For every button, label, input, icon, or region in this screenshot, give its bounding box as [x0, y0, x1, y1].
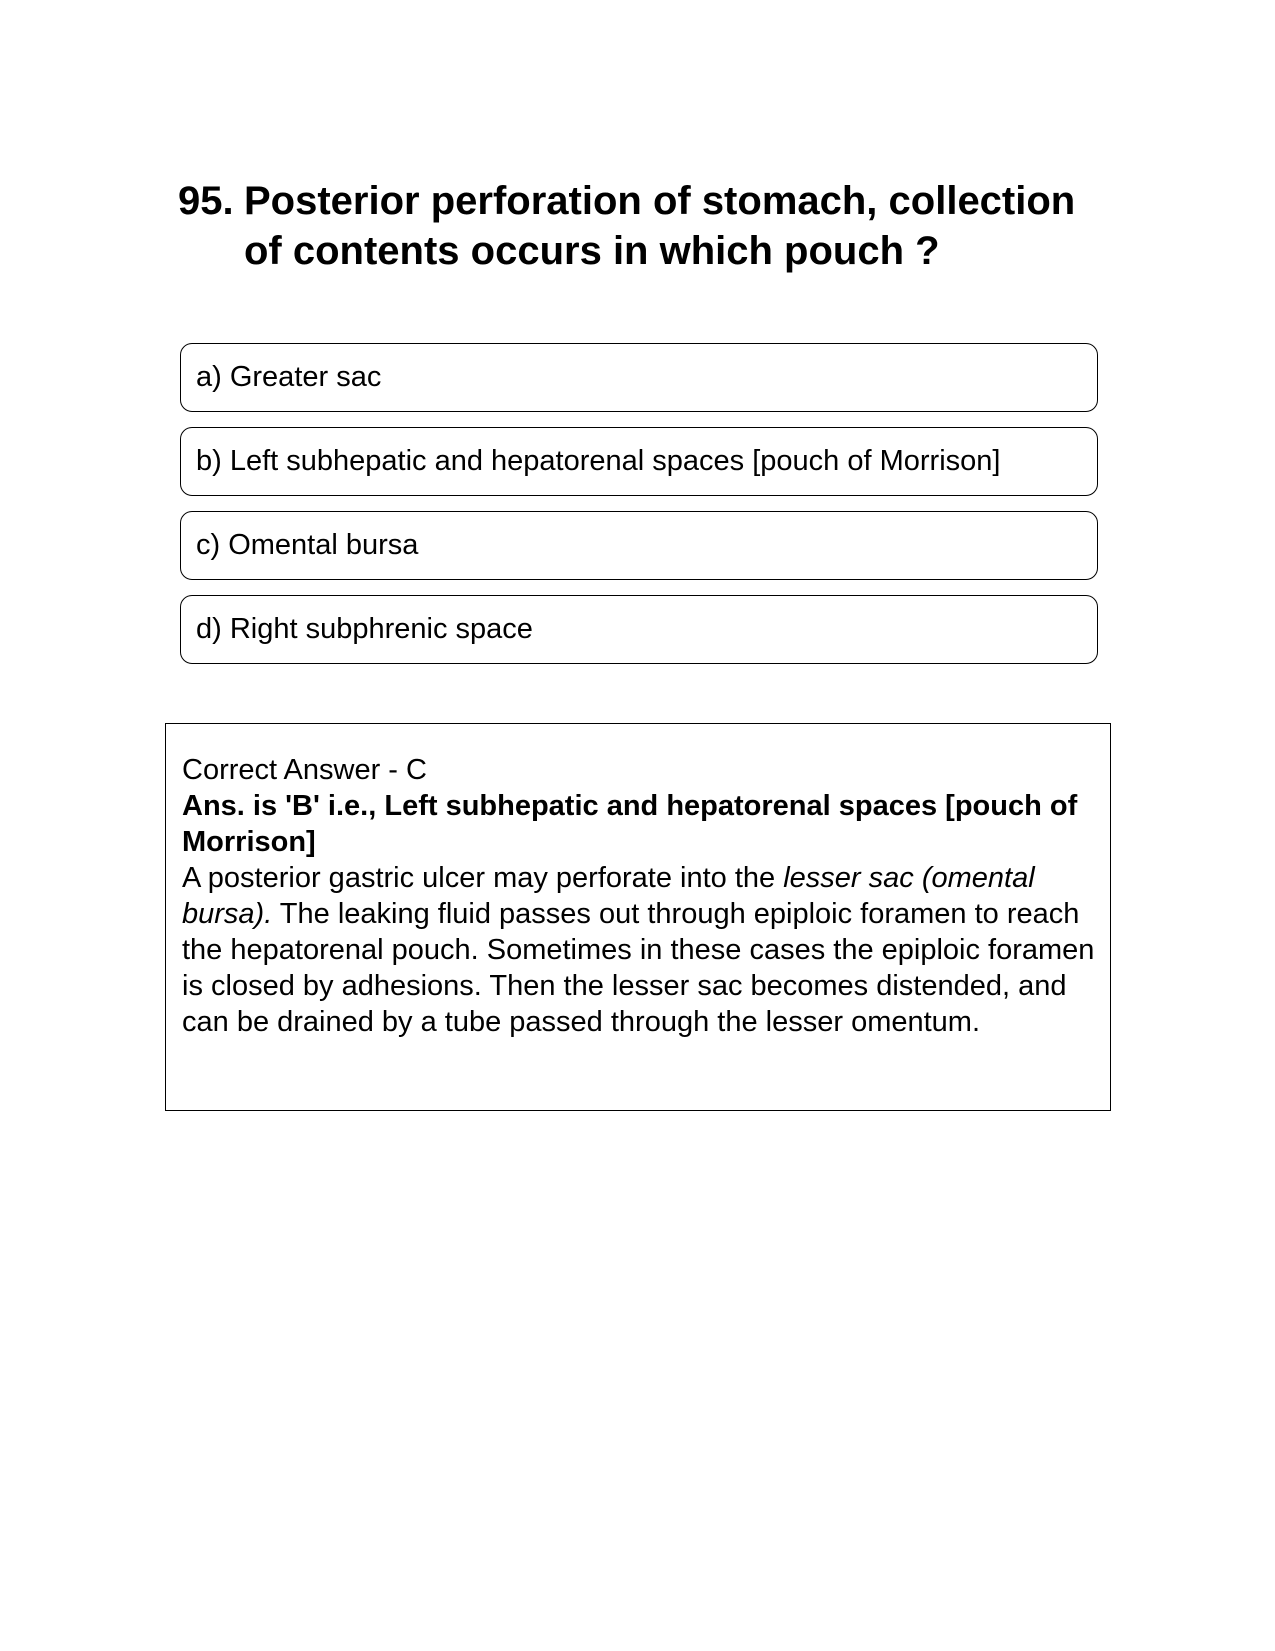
explanation-italic-text: lesser sac (omental bursa). [182, 862, 1035, 930]
options-list [180, 343, 1098, 679]
option-a[interactable]: a) Greater sac [180, 343, 1098, 412]
answer-explanation [182, 860, 1095, 1040]
question-heading [178, 176, 1098, 276]
explanation-text-1: A posterior gastric ulcer may perforate into the [182, 862, 784, 894]
question-text: Posterior perforation of stomach, collection of contents occurs in which pouch ? [244, 179, 1076, 273]
option-c[interactable]: c) Omental bursa [180, 511, 1098, 580]
question-number: 95. [178, 179, 234, 223]
answer-box [165, 723, 1111, 1111]
option-d[interactable]: d) Right subphrenic space [180, 595, 1098, 664]
answer-headline: Ans. is 'B' i.e., Left subhepatic and hepatorenal spaces [pouch of Morrison] [182, 790, 1078, 858]
explanation-text-2: The leaking fluid passes out through epiploic foramen to reach the hepatorenal pouch. Sometimes in these cases the epiploic foramen is closed by adhesions. Then the lesser sac becomes distended, and can be drained by a tube passed through the lesser omentum. [182, 898, 1095, 1038]
option-b[interactable]: b) Left subhepatic and hepatorenal spaces [pouch of Morrison] [180, 427, 1098, 496]
correct-answer-line: Correct Answer - C [182, 754, 427, 786]
